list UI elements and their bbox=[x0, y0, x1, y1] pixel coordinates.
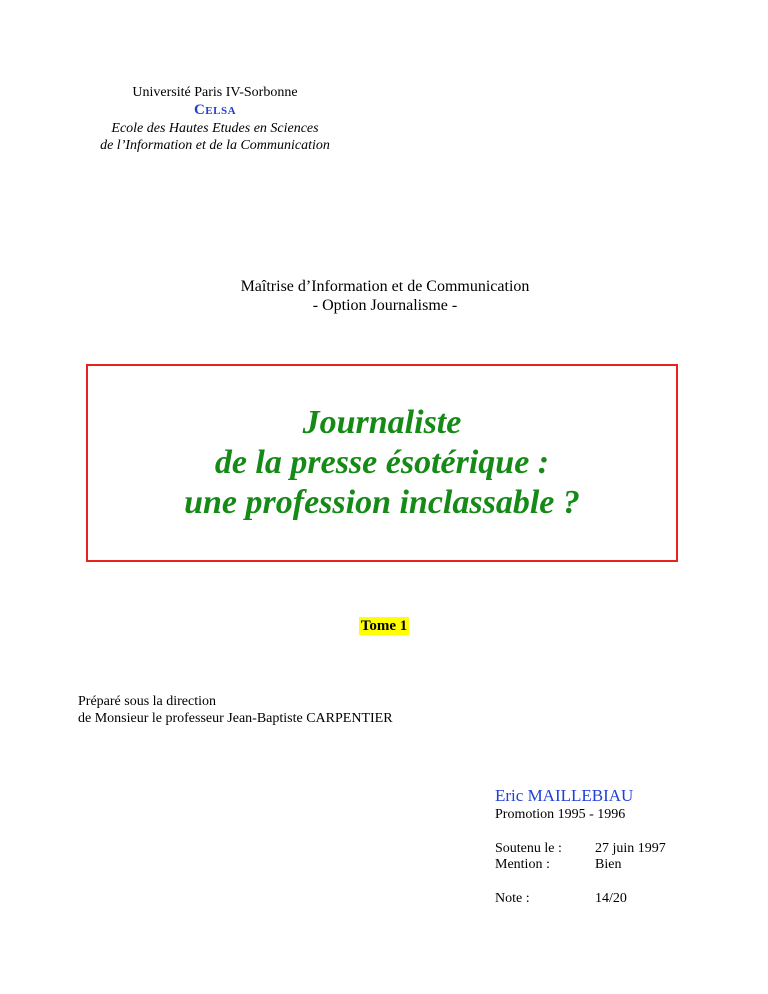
supervision-line-2: de Monsieur le professeur Jean-Baptiste CARPENTIER bbox=[78, 711, 393, 726]
mention-value: Bien bbox=[595, 857, 622, 872]
author-name: Eric MAILLEBIAU bbox=[495, 786, 634, 805]
degree-block bbox=[180, 277, 590, 315]
school-name-line-1: Ecole des Hautes Etudes en Sciences bbox=[111, 121, 319, 136]
thesis-title bbox=[184, 403, 580, 523]
defense-date-label: Soutenu le : bbox=[495, 841, 562, 856]
celsa-logo-text: CELSA bbox=[193, 102, 237, 118]
supervision-block bbox=[78, 693, 393, 727]
defense-date-value: 27 juin 1997 bbox=[595, 841, 666, 856]
university-name: Université Paris IV-Sorbonne bbox=[132, 85, 298, 100]
institution-header bbox=[60, 84, 370, 154]
degree-name: Maîtrise d’Information et de Communication bbox=[240, 278, 530, 295]
degree-option: - Option Journalisme - bbox=[312, 297, 458, 314]
school-name-line-2: de l’Information et de la Communication bbox=[100, 138, 330, 153]
supervision-line-1: Préparé sous la direction bbox=[78, 694, 217, 709]
thesis-title-line-1: Journaliste bbox=[302, 404, 462, 441]
author-promotion: Promotion 1995 - 1996 bbox=[495, 807, 626, 822]
note-value: 14/20 bbox=[595, 891, 627, 906]
thesis-title-line-3: une profession inclassable ? bbox=[184, 484, 580, 521]
note-label: Note : bbox=[495, 891, 530, 906]
tome-container bbox=[0, 617, 768, 635]
thesis-title-frame bbox=[86, 364, 678, 562]
tome-label: Tome 1 bbox=[360, 618, 408, 634]
mention-label: Mention : bbox=[495, 857, 550, 872]
thesis-title-line-2: de la presse ésotérique : bbox=[214, 444, 550, 481]
